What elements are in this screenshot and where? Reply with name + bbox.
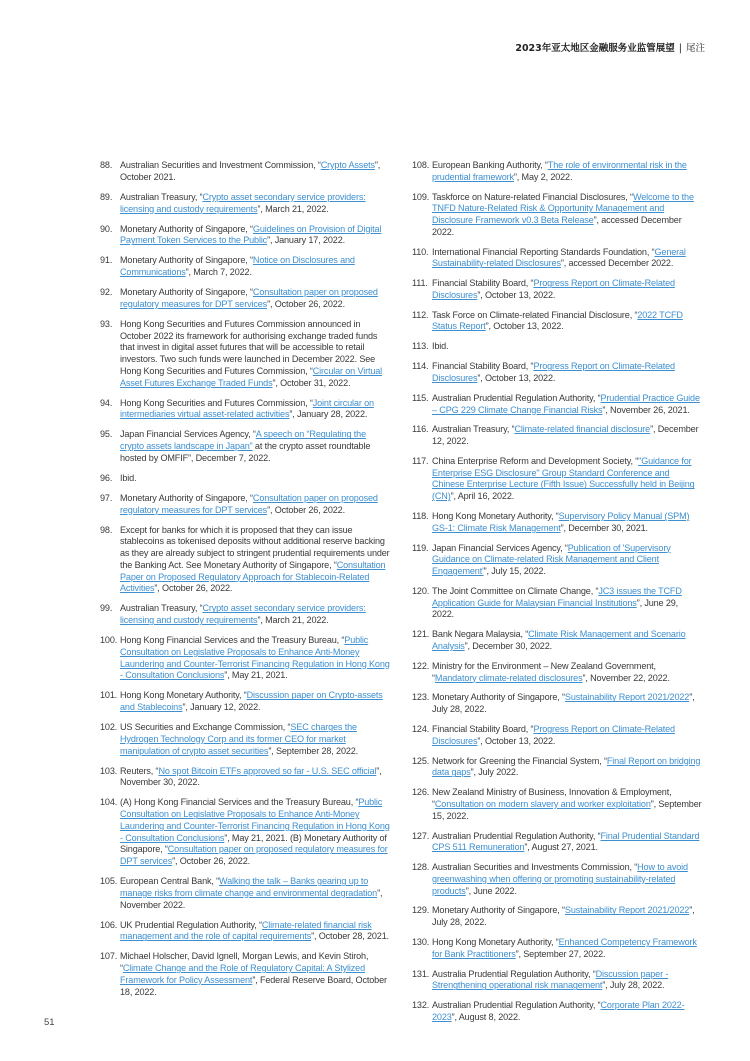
endnote-text: Ibid.	[120, 472, 137, 483]
endnote-number: 116.	[412, 424, 429, 435]
endnote-number: 115.	[412, 392, 429, 403]
endnote-link[interactable]: Enhanced Competency Framework for Bank Practitioners	[432, 936, 697, 959]
endnote-text: Australian Treasury, “	[120, 191, 203, 202]
endnote	[412, 310, 702, 333]
endnote-number: 105.	[100, 876, 118, 887]
endnote-text: ”, accessed December 2022.	[432, 215, 682, 237]
endnote-number: 90.	[100, 223, 113, 234]
endnote	[412, 756, 702, 779]
endnote-link[interactable]: Crypto Assets	[320, 160, 375, 170]
endnote-link[interactable]: Progress Report on Climate-Related Disclosures	[432, 278, 675, 300]
endnote-text: ”, June 2022.	[465, 885, 517, 896]
endnote-number: 110.	[412, 246, 429, 257]
endnote-text: ”, March 7, 2022.	[185, 267, 252, 278]
endnote-link[interactable]: Final Prudential Standard CPS 511 Remuneration	[432, 830, 700, 853]
endnote-link[interactable]: "Guidance for Enterprise ESG Disclosure" Group Standard Conference and Chinese Enterprise Lecture (Fifth Issue) Successfully held in Beijing (CN)	[432, 456, 695, 502]
endnote-text: Network for Greening the Financial System, “	[432, 755, 607, 766]
endnote-number: 129.	[412, 905, 430, 916]
endnote-text: ”, October 13, 2022.	[477, 372, 556, 383]
endnote	[412, 424, 702, 447]
endnote-text: ”, October 13, 2022.	[485, 321, 564, 332]
endnote-link[interactable]: How to avoid greenwashing when offering or promoting sustainability-related products	[432, 862, 688, 896]
endnote-number: 118.	[412, 511, 429, 522]
endnote-number: 132.	[412, 1000, 430, 1011]
endnote-number: 126.	[412, 787, 430, 798]
endnote-text: ”, September 15, 2022.	[432, 798, 702, 821]
endnote-link[interactable]: Discussion paper - Strengthening operational risk management	[432, 968, 669, 991]
endnote	[100, 493, 390, 516]
endnote-link[interactable]: Mandatory climate-related disclosures	[434, 672, 583, 683]
endnote	[412, 361, 702, 384]
endnote-text: China Enterprise Reform and Development Society, “	[432, 456, 639, 467]
endnote	[412, 905, 702, 928]
endnote-text: ”, July 15, 2022.	[483, 566, 546, 577]
endnote-link[interactable]: The role of environmental risk in the prudential framework	[432, 160, 687, 182]
endnote-number: 101.	[100, 690, 118, 701]
endnote-link[interactable]: Final Report on bridging data gaps	[432, 755, 701, 778]
endnote-number: 92.	[100, 287, 113, 298]
endnote	[100, 920, 390, 943]
endnote	[412, 692, 702, 715]
endnote-link[interactable]: Notice on Disclosures and Communications	[120, 255, 355, 278]
endnote-link[interactable]: Climate-related financial disclosure	[514, 424, 651, 435]
endnote-text: Financial Stability Board, “	[432, 278, 534, 289]
endnote-text: ”, October 13, 2022.	[477, 289, 556, 300]
endnote-number: 119.	[412, 542, 429, 553]
endnote-text: Hong Kong Securities and Futures Commission announced in October 2022 its framework for authorising exchange traded funds that invest in digital asset futures that will be accessible to retail investors. Two such funds were launched in December 2022. See Hong Kong Securities and Futures Commission, “	[120, 318, 378, 376]
endnote-text: Ministry for the Environment – New Zealand Government, “	[432, 660, 656, 683]
endnote-link[interactable]: Supervisory Policy Manual (SPM) GS-1: Climate Risk Management	[432, 511, 690, 533]
endnote-text: ”, June 29, 2022.	[432, 597, 679, 620]
endnote-text: ”, September 27, 2022.	[515, 948, 606, 959]
endnote-text: New Zealand Ministry of Business, Innovation & Employment, “	[432, 787, 672, 809]
page-number: 51	[44, 1017, 55, 1028]
endnote-number: 127.	[412, 830, 430, 841]
endnote	[100, 160, 390, 183]
endnote-link[interactable]: Sustainability Report 2021/2022	[564, 692, 690, 703]
endnote-text: Monetary Authority of Singapore, “	[432, 692, 565, 703]
endnote-text: US Securities and Exchange Commission, “	[120, 722, 291, 733]
endnote-text: ”, October 26, 2022.	[267, 298, 345, 309]
endnote-number: 112.	[412, 309, 429, 320]
endnote-text: ”, November 30, 2022.	[120, 765, 382, 788]
endnote	[412, 724, 702, 747]
endnote	[100, 876, 390, 911]
endnote-text: ”, September 28, 2022.	[268, 745, 359, 756]
endnote-link[interactable]: A speech on “Regulating the crypto assets landscape in Japan”	[120, 429, 366, 452]
endnote-number: 113.	[412, 341, 429, 352]
endnote	[100, 635, 390, 682]
endnote-text: ”, October 31, 2022.	[272, 377, 351, 388]
endnote	[412, 341, 702, 353]
endnote-number: 128.	[412, 862, 430, 873]
endnote-link[interactable]: Consultation paper on proposed regulatory measures for DPT services	[120, 492, 378, 515]
endnote-text: Australian Prudential Regulation Authority, “	[432, 392, 601, 403]
endnote-text: ”, July 28, 2022.	[432, 905, 695, 928]
endnote-number: 120.	[412, 585, 430, 596]
endnote	[100, 797, 390, 867]
endnote-link[interactable]: Sustainability Report 2021/2022	[564, 905, 690, 916]
endnote-number: 121.	[412, 629, 430, 640]
endnote	[412, 937, 702, 960]
endnote-number: 106.	[100, 919, 118, 930]
endnote-text: ”, October 13, 2022.	[477, 735, 556, 746]
endnote-text: ”, April 16, 2022.	[450, 491, 515, 502]
endnote-link[interactable]: Public Consultation on Legislative Proposals to Enhance Anti-Money Laundering and Counter-Terrorist Financing Regulation in Hong Kong - Consultation Conclusions	[120, 635, 390, 681]
endnote-text: Ibid.	[432, 341, 449, 352]
endnote	[412, 393, 702, 416]
endnote-link[interactable]: Joint circular on intermediaries virtual asset-related activities	[120, 397, 374, 420]
endnote-text: Australian Treasury, “	[432, 424, 515, 435]
section-label: 尾注	[685, 43, 705, 54]
endnote-text: UK Prudential Regulation Authority, “	[120, 919, 262, 930]
endnote-link[interactable]: Public Consultation on Legislative Proposals to Enhance Anti-Money Laundering and Counter-Terrorist Financing Regulation in Hong Kong - Consultation Conclusions	[120, 797, 390, 843]
endnote-link[interactable]: Publication of 'Supervisory Guidance on Climate-related Risk Management and Client Engagement'	[432, 542, 671, 577]
endnote	[412, 969, 702, 992]
endnote-text: The Joint Committee on Climate Change, “	[432, 585, 599, 596]
endnote-link[interactable]: Welcome to the TNFD Nature-Related Risk & Opportunity Management and Disclosure Framework v0.3 Beta Release	[432, 191, 694, 225]
endnote-link[interactable]: SEC charges the Hydrogen Technology Corp and its former CEO for market manipulation of crypto asset securities	[120, 722, 357, 756]
endnote-text: ”, May 2, 2022.	[513, 171, 573, 182]
endnote-text: Australian Securities and Investment Commission, “	[120, 160, 321, 170]
endnote-number: 111.	[412, 278, 428, 289]
endnote-number: 96.	[100, 472, 113, 483]
endnote	[100, 287, 390, 310]
endnote-link[interactable]: Crypto asset secondary service providers: licensing and custody requirements	[120, 603, 366, 626]
endnote-number: 91.	[100, 255, 113, 266]
endnote-text: European Central Bank, “	[120, 876, 220, 887]
endnotes-left-column	[100, 160, 390, 1007]
endnote-text: ”, October 26, 2022.	[172, 856, 250, 866]
endnote-number: 88.	[100, 160, 113, 170]
endnote-text: ”, March 21, 2022.	[257, 615, 329, 626]
endnote-link[interactable]: Crypto asset secondary service providers: licensing and custody requirements	[120, 191, 366, 214]
endnote-link[interactable]: Climate Risk Management and Scenario Analysis	[432, 629, 686, 651]
endnote-number: 108.	[412, 160, 430, 170]
endnote-number: 122.	[412, 660, 430, 671]
endnote-text: ”, accessed December 2022.	[560, 258, 674, 269]
endnote	[100, 951, 390, 998]
endnote-text: International Financial Reporting Standards Foundation, “	[432, 246, 655, 257]
endnote-text: Hong Kong Monetary Authority, “	[432, 936, 559, 947]
endnote-link[interactable]: Consultation paper on proposed regulatory measures for DPT services	[120, 844, 388, 866]
endnote-text: ”, August 27, 2021.	[524, 842, 598, 853]
endnote	[412, 160, 702, 183]
endnote-number: 95.	[100, 429, 113, 440]
endnote-text: Monetary Authority of Singapore, “	[120, 223, 253, 234]
endnote-text: ”, January 17, 2022.	[267, 235, 345, 246]
endnote-link[interactable]: Walking the talk – Banks gearing up to manage risks from climate change and environmental degradation	[120, 876, 378, 898]
endnote-text: ”, Federal Reserve Board, October 18, 2022.	[120, 974, 387, 997]
report-title: 2023年亚太地区金融服务业监管展望	[515, 43, 675, 54]
endnote-text: at the crypto asset roundtable hosted by OMFIF”, December 7, 2022.	[120, 441, 371, 463]
endnote	[100, 429, 390, 464]
endnote-text: Japan Financial Services Agency, “	[120, 429, 256, 440]
endnote	[100, 722, 390, 757]
endnote-text: ”, August 8, 2022.	[451, 1011, 521, 1022]
endnote-text: Australian Securities and Investments Commission, “	[432, 862, 638, 873]
endnote	[412, 543, 702, 578]
endnote-link[interactable]: Corporate Plan 2022-2023	[432, 1000, 685, 1022]
endnote-link[interactable]: Discussion paper on Crypto-assets and Stablecoins	[120, 690, 383, 713]
endnote-number: 117.	[412, 456, 429, 467]
endnote	[100, 192, 390, 215]
endnote-text: Michael Holscher, David Ignell, Morgan Lewis, and Kevin Stiroh, “	[120, 951, 369, 974]
endnote	[412, 192, 702, 239]
endnote	[412, 1000, 702, 1023]
endnote-number: 97.	[100, 492, 113, 503]
endnote-number: 109.	[412, 191, 430, 202]
endnote-text: Except for banks for which it is proposed that they can issue stablecoins as tokenised deposits without additional reserve backing as they are already subject to stringent prudential requirements under the Banking Act. See Monetary Authority of Singapore, “	[120, 524, 390, 570]
endnote-text: ”, October 2021.	[120, 160, 381, 182]
endnote	[100, 690, 390, 713]
endnote-number: 89.	[100, 191, 113, 202]
endnote	[100, 766, 390, 789]
endnote-link[interactable]: General Sustainability-related Disclosures	[432, 246, 686, 269]
endnote-text: ”, October 28, 2021.	[311, 931, 389, 942]
endnote	[100, 525, 390, 595]
endnote-link[interactable]: JC3 issues the TCFD Application Guide for Malaysian Financial Institutions	[432, 585, 682, 608]
endnote-text: Hong Kong Financial Services and the Treasury Bureau, “	[120, 635, 345, 646]
endnote-text: ”, October 26, 2022.	[154, 583, 233, 594]
running-header	[515, 40, 705, 54]
endnote-text: ”, November 2022.	[120, 887, 383, 910]
endnote-number: 102.	[100, 722, 118, 733]
endnote-text: ”, July 28, 2022.	[602, 980, 665, 991]
endnote-link[interactable]: Climate-related financial risk management and the role of capital requirements	[120, 919, 372, 942]
endnote-text: ”, July 2022.	[470, 767, 519, 778]
endnote	[412, 456, 702, 503]
endnote-text: Hong Kong Monetary Authority, “	[120, 690, 247, 701]
endnote-link[interactable]: Climate Change and the Role of Regulatory Capital: A Stylized Framework for Policy Assessment	[120, 963, 365, 985]
endnote	[100, 603, 390, 626]
endnote-text: Hong Kong Securities and Futures Commission, “	[120, 397, 313, 408]
endnote	[412, 586, 702, 621]
endnote-number: 107.	[100, 951, 118, 962]
endnote-text: ”, November 22, 2022.	[582, 672, 670, 683]
endnote-text: Monetary Authority of Singapore, “	[120, 287, 253, 298]
endnote-number: 130.	[412, 936, 430, 947]
endnote-link[interactable]: Consultation paper on proposed regulatory measures for DPT services	[120, 287, 378, 309]
endnote-link[interactable]: 2022 TCFD Status Report	[432, 309, 683, 332]
endnote-link[interactable]: Prudential Practice Guide – CPG 229 Climate Change Financial Risks	[432, 392, 700, 415]
endnote-text: ”, October 26, 2022.	[267, 504, 345, 515]
endnote-text: Australian Prudential Regulation Authority, “	[432, 830, 601, 841]
endnote-link[interactable]: Progress Report on Climate-Related Disclosures	[432, 361, 675, 383]
endnote	[100, 398, 390, 421]
endnote-text: ”, November 26, 2021.	[602, 404, 690, 415]
endnote-link[interactable]: No spot Bitcoin ETFs approved so far - U.S. SEC official	[158, 765, 377, 776]
endnote	[412, 862, 702, 897]
endnote-text: Monetary Authority of Singapore, “	[120, 255, 253, 266]
endnote-text: Australian Treasury, “	[120, 603, 203, 614]
endnote	[412, 247, 702, 270]
endnote-text: Financial Stability Board, “	[432, 724, 534, 735]
endnote-text: Bank Negara Malaysia, “	[432, 629, 529, 640]
endnote	[100, 255, 390, 278]
endnote-text: Hong Kong Monetary Authority, “	[432, 511, 559, 522]
endnote-link[interactable]: Guidelines on Provision of Digital Payment Token Services to the Public	[120, 223, 382, 246]
endnote-number: 94.	[100, 397, 113, 408]
endnote-link[interactable]: Consultation Paper on Proposed Regulatory Approach for Stablecoin-Related Activities	[120, 559, 386, 594]
endnote-text: Financial Stability Board, “	[432, 361, 534, 372]
endnote-number: 98.	[100, 524, 113, 535]
endnote-text: ”, December 12, 2022.	[432, 424, 699, 447]
endnote-number: 103.	[100, 765, 118, 776]
endnote	[412, 787, 702, 822]
endnote-number: 93.	[100, 318, 113, 329]
endnote-text: ”, May 21, 2021. (B) Monetary Authority of Singapore, “	[120, 832, 387, 855]
endnote-text: Monetary Authority of Singapore, “	[432, 905, 565, 916]
endnote-text: Australian Prudential Regulation Authority, “	[432, 1000, 601, 1011]
endnote	[100, 319, 390, 389]
endnote-text: ”, March 21, 2022.	[257, 203, 329, 214]
endnote-text: ”, July 28, 2022.	[432, 692, 695, 715]
endnote-text: Reuters, “	[120, 765, 159, 776]
endnote-number: 123.	[412, 692, 430, 703]
endnote	[412, 831, 702, 854]
endnote-number: 125.	[412, 755, 430, 766]
endnote-text: ”, May 21, 2021.	[224, 670, 288, 681]
endnote-text: ”, January 12, 2022.	[182, 702, 261, 713]
endnote	[412, 629, 702, 652]
endnote-link[interactable]: Circular on Virtual Asset Futures Exchange Traded Funds	[120, 365, 383, 388]
endnote-text: ”, December 30, 2021.	[560, 522, 648, 533]
endnote-number: 131.	[412, 968, 430, 979]
endnote	[100, 473, 390, 485]
endnote-text: (A) Hong Kong Financial Services and the Treasury Bureau, “	[120, 797, 359, 808]
endnote-link[interactable]: Consultation on modern slavery and worker exploitation	[434, 798, 651, 809]
endnote-text: Japan Financial Services Agency, “	[432, 542, 568, 553]
header-separator: |	[678, 43, 682, 54]
endnote-text: Taskforce on Nature-related Financial Disclosures, “	[432, 191, 633, 202]
endnote-number: 114.	[412, 361, 429, 372]
endnote-number: 104.	[100, 797, 118, 808]
endnote-text: Monetary Authority of Singapore, “	[120, 492, 253, 503]
endnote	[412, 661, 702, 684]
endnote	[412, 278, 702, 301]
endnote-text: Task Force on Climate-related Financial Disclosure, “	[432, 309, 638, 320]
endnote-text: ”, January 28, 2022.	[289, 409, 368, 420]
endnote	[412, 511, 702, 534]
endnote-number: 124.	[412, 724, 430, 735]
endnote-number: 100.	[100, 635, 118, 646]
endnote-link[interactable]: Progress Report on Climate-Related Disclosures	[432, 724, 675, 746]
endnotes-right-column	[412, 160, 702, 1032]
endnote-text: Australia Prudential Regulation Authority, “	[432, 968, 596, 979]
endnote-text: European Banking Authority, “	[432, 160, 548, 170]
endnote-number: 99.	[100, 603, 113, 614]
endnote-text: ”, December 30, 2022.	[464, 640, 553, 651]
endnote	[100, 224, 390, 247]
